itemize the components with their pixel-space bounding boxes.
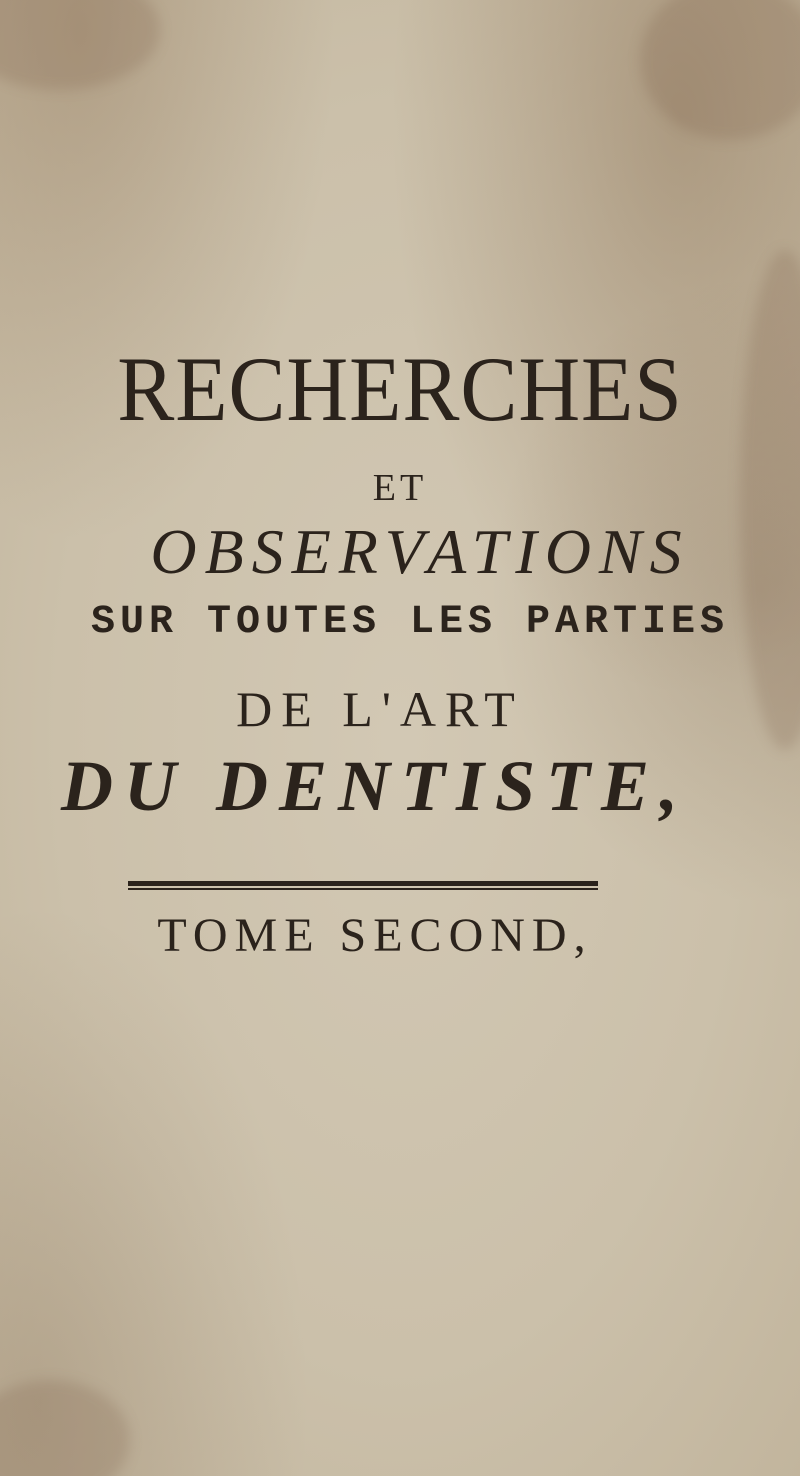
title-recherches: RECHERCHES <box>117 338 683 440</box>
paper-stain <box>640 0 800 140</box>
double-rule-divider <box>128 881 598 886</box>
volume-label: TOME SECOND, <box>157 909 593 962</box>
title-et: ET <box>372 467 428 509</box>
paper-stain <box>0 1380 130 1476</box>
subtitle-de-l-art: DE L'ART <box>236 681 524 737</box>
title-observations: OBSERVATIONS <box>150 516 690 587</box>
subtitle-sur-toutes-les-parties: SUR TOUTES LES PARTIES <box>90 600 730 645</box>
subtitle-du-dentiste: DU DENTISTE, <box>60 746 690 826</box>
paper-stain <box>0 0 160 90</box>
